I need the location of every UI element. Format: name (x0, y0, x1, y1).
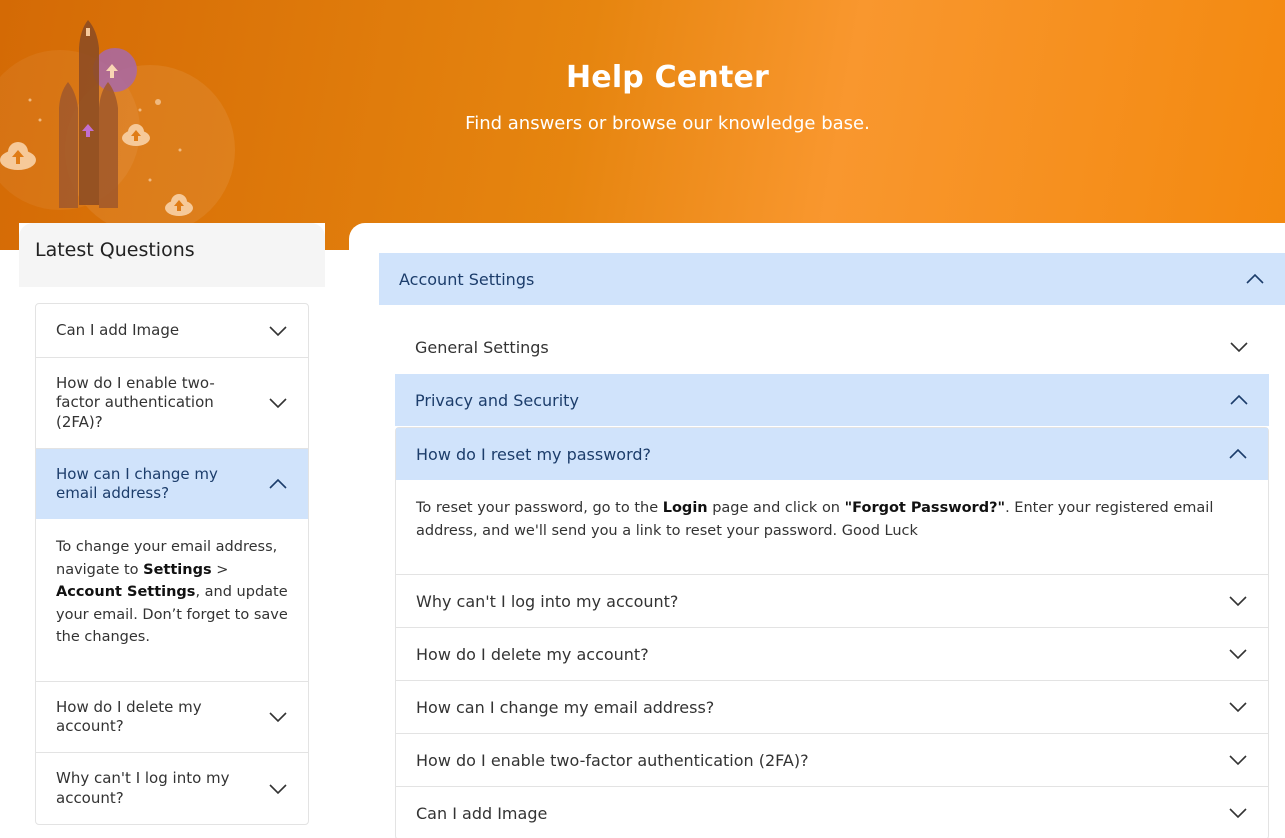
faq-question: How do I enable two-factor authentication (2FA)? (56, 373, 215, 431)
faq-question: Why can't I log into my account? (416, 591, 679, 611)
faq-toggle[interactable] (396, 575, 1268, 627)
list-item (36, 682, 308, 753)
hero-banner (0, 0, 1285, 250)
answer-text: , and update your email. Don’t forget to save the changes. (56, 584, 288, 645)
faq-toggle[interactable] (396, 734, 1268, 786)
list-item (36, 449, 308, 682)
answer-bold-text: Settings (143, 561, 212, 578)
faq-question: Why can't I log into my account? (56, 769, 230, 807)
chevron-down-icon (268, 397, 288, 409)
faq-toggle[interactable] (396, 628, 1268, 680)
subcategory-label: Privacy and Security (415, 390, 579, 410)
list-item (36, 753, 308, 824)
faq-toggle[interactable] (396, 787, 1268, 838)
answer-text: page and click on (707, 500, 845, 516)
subcategory-label: General Settings (415, 337, 549, 357)
faq-toggle[interactable] (36, 358, 308, 448)
faq-toggle[interactable] (36, 682, 308, 752)
answer-text: > (211, 561, 229, 578)
faq-toggle[interactable] (396, 681, 1268, 733)
list-item (36, 358, 308, 449)
faq-question: How do I delete my account? (416, 644, 649, 664)
question-list (395, 427, 1269, 838)
chevron-up-icon (268, 478, 288, 490)
chevron-down-icon (268, 325, 288, 337)
faq-question: Can I add Image (416, 803, 548, 823)
latest-questions-title: Latest Questions (35, 239, 195, 261)
latest-questions-list (35, 303, 309, 825)
chevron-up-icon (1229, 394, 1249, 406)
subcategory-privacy-security[interactable] (395, 374, 1269, 426)
chevron-up-icon (1245, 273, 1265, 285)
answer-bold-text: "Forgot Password?" (844, 500, 1006, 516)
chevron-down-icon (268, 783, 288, 795)
list-item (396, 628, 1268, 681)
page-subtitle: Find answers or browse our knowledge base. (465, 113, 870, 134)
faq-question: How do I delete my account? (56, 697, 202, 735)
list-item (396, 428, 1268, 575)
subcategory-general-settings[interactable] (395, 321, 1269, 373)
list-item (36, 304, 308, 358)
faq-toggle[interactable] (36, 304, 308, 357)
answer-text: To reset your password, go to the (416, 500, 663, 516)
category-label: Account Settings (399, 269, 535, 289)
chevron-down-icon (1228, 595, 1248, 607)
latest-questions-panel (19, 223, 325, 838)
faq-toggle[interactable] (36, 753, 308, 824)
answer-text: . Enter your registered email address, and we'll send you a link to reset your password. Good Luck (416, 500, 1214, 539)
answer-bold-text: Account Settings (56, 584, 196, 600)
page-title: Help Center (565, 60, 770, 95)
chevron-up-icon (1228, 448, 1248, 460)
chevron-down-icon (1228, 807, 1248, 819)
faq-answer (36, 519, 308, 681)
chevron-down-icon (268, 711, 288, 723)
faq-question: How do I reset my password? (416, 444, 652, 464)
faq-answer (396, 480, 1268, 574)
category-account-settings[interactable] (379, 253, 1285, 305)
chevron-down-icon (1228, 648, 1248, 660)
answer-bold-text: Login (662, 500, 708, 516)
chevron-down-icon (1228, 754, 1248, 766)
faq-toggle[interactable] (396, 428, 1268, 480)
list-item (396, 681, 1268, 734)
knowledge-base-panel (349, 223, 1285, 838)
faq-question: Can I add Image (56, 320, 180, 339)
list-item (396, 787, 1268, 838)
faq-toggle[interactable] (36, 449, 308, 519)
list-item (396, 734, 1268, 787)
chevron-down-icon (1229, 341, 1249, 353)
chevron-down-icon (1228, 701, 1248, 713)
answer-text: To change your email address, navigate to (56, 539, 278, 578)
list-item (396, 575, 1268, 628)
faq-question: How can I change my email address? (56, 464, 218, 502)
faq-question: How do I enable two-factor authentication (2FA)? (416, 750, 809, 770)
latest-questions-header (19, 223, 325, 287)
faq-question: How can I change my email address? (416, 697, 715, 717)
